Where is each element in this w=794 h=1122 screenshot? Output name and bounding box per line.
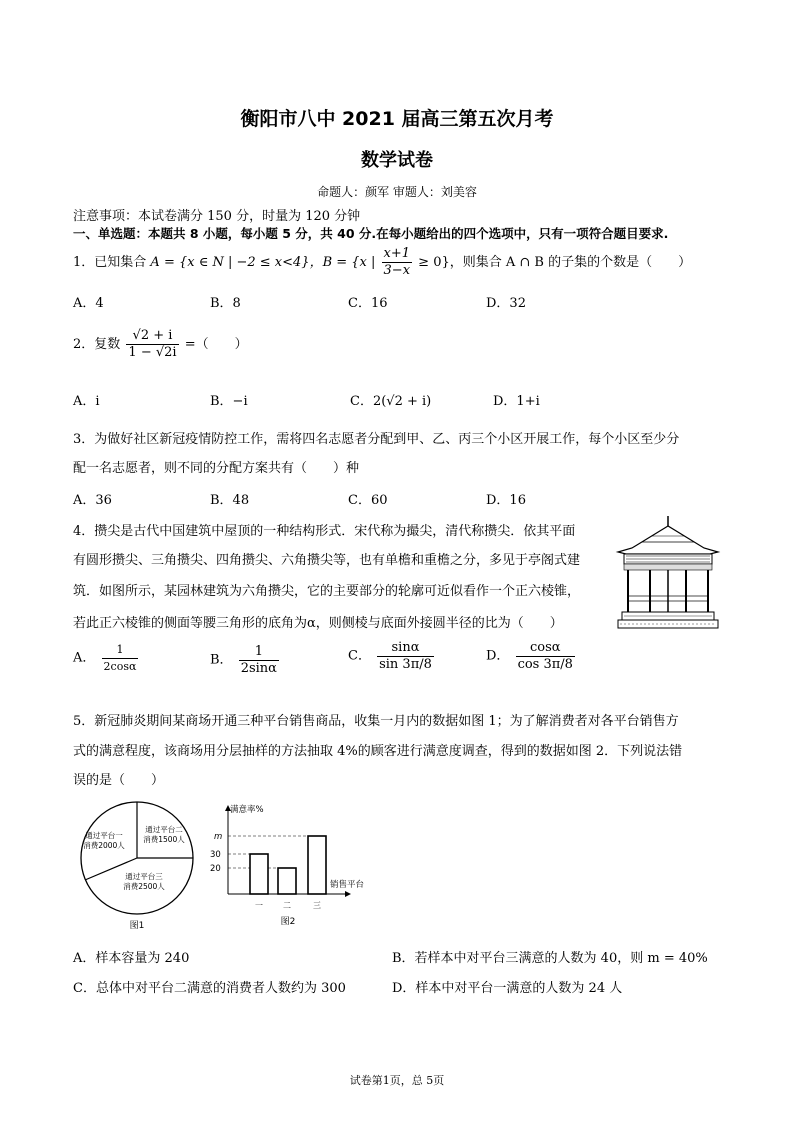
question-4-line-4: 若此正六棱锥的侧面等腰三角形的底角为α，则侧棱与底面外接圆半径的比为（ ）	[73, 616, 563, 631]
pie-chart-figure-1	[72, 800, 202, 935]
pie-label-platform-2-b: 消费1500人	[143, 835, 185, 844]
exam-title: 衡阳市八中 2021 届高三第五次月考	[240, 108, 554, 130]
question-2-stem: 2．复数 $\frac{√2 + i}{1 - √2i}$ =（ ）	[73, 328, 248, 360]
q1-option-a: A．4	[73, 296, 104, 311]
question-5-line-1: 5．新冠肺炎期间某商场开通三种平台销售商品，收集一月内的数据如图 1；为了解消费者对各平台销售方	[73, 714, 679, 729]
q3-option-a: A．36	[73, 493, 112, 508]
pie-label-platform-1-b: 消费2000人	[83, 841, 125, 850]
bar-caption: 图2	[280, 917, 296, 927]
pavilion-illustration	[612, 514, 724, 634]
category-label-1: 一	[255, 901, 263, 910]
question-4-line-3: 筑．如图所示，某园林建筑为六角攒尖，它的主要部分的轮廓可近似看作一个正六棱锥，	[73, 584, 581, 599]
q5-option-c: C．总体中对平台二满意的消费者人数约为 300	[73, 981, 346, 996]
q5-option-b: B．若样本中对平台三满意的人数为 40，则 m = 40%	[392, 951, 708, 966]
tick-label-30: 30	[210, 850, 221, 860]
q2-option-a: A．i	[73, 394, 100, 409]
q5-option-d: D．样本中对平台一满意的人数为 24 人	[392, 981, 623, 996]
pie-caption: 图1	[129, 921, 145, 931]
pie-label-platform-1-a: 通过平台一	[85, 831, 123, 840]
q4-option-b: B． $\frac{1}{2\sin\alpha}$	[210, 644, 277, 676]
category-label-3: 三	[313, 901, 321, 910]
tick-label-m: m	[214, 832, 223, 842]
bar-platform-1	[250, 854, 268, 894]
q1-option-c: C．16	[348, 296, 388, 311]
question-5-line-2: 式的满意程度，该商场用分层抽样的方法抽取 4%的顾客进行满意度调查，得到的数据如图 2．下列说法错	[73, 744, 683, 759]
pie-label-platform-3-b: 消费2500人	[123, 882, 165, 891]
question-4-line-1: 4．攒尖是古代中国建筑中屋顶的一种结构形式．宋代称为撮尖，清代称攒尖．依其平面	[73, 524, 576, 539]
question-3-line-1: 3．为做好社区新冠疫情防控工作，需将四名志愿者分配到甲、乙、丙三个小区开展工作，每个小区至少分	[73, 432, 680, 447]
x-axis-label: 销售平台	[330, 880, 365, 890]
q1-option-b: B．8	[210, 296, 241, 311]
bar-chart-figure-2	[204, 798, 384, 933]
q5-option-a: A．样本容量为 240	[73, 951, 190, 966]
q3-option-d: D．16	[486, 493, 526, 508]
question-3-line-2: 配一名志愿者，则不同的分配方案共有（ ）种	[73, 461, 360, 476]
category-label-2: 二	[283, 901, 291, 910]
q4-option-d: D． $\frac{\cos\alpha}{\cos 3\pi/8}$	[486, 640, 573, 672]
q1-option-d: D．32	[486, 296, 526, 311]
q4-option-c: C． $\frac{\sin\alpha}{\sin 3\pi/8}$	[348, 640, 432, 672]
q2-option-c: C．2(√2 + i)	[350, 394, 432, 409]
tick-label-20: 20	[210, 864, 221, 874]
q3-option-b: B．48	[210, 493, 250, 508]
question-1-stem: 1．已知集合 A = {x ∈ N | −2 ≤ x<4}，B = {x | $\frac{x+1}{3-x}$ ≥ 0}，则集合 A ∩ B 的子集的个数是（ ）	[73, 246, 692, 278]
question-4-line-2: 有圆形攒尖、三角攒尖、四角攒尖、六角攒尖等，也有单檐和重檐之分，多见于亭阁式建	[73, 553, 581, 568]
notice-line: 注意事项：本试卷满分 150 分，时量为 120 分钟	[73, 209, 361, 224]
y-axis-label: 满意率%	[230, 805, 264, 815]
section-heading: 一、单选题：本题共 8 小题，每小题 5 分，共 40 分.在每小题给出的四个选项中，只有一项符合题目要求.	[73, 226, 669, 241]
bar-platform-3	[308, 836, 326, 894]
pie-label-platform-3-a: 通过平台三	[125, 872, 163, 881]
authors-line: 命题人：颜军 审题人：刘美容	[317, 185, 477, 199]
bar-platform-2	[278, 868, 296, 894]
page-footer: 试卷第1页，总 5页	[349, 1074, 445, 1087]
pie-label-platform-2-a: 通过平台二	[145, 825, 183, 834]
exam-subtitle: 数学试卷	[361, 150, 433, 171]
q4-option-a: A． $\frac{1}{2\cos\alpha}$	[73, 643, 137, 673]
q2-option-d: D．1+i	[493, 394, 540, 409]
q3-option-c: C．60	[348, 493, 388, 508]
question-5-line-3: 误的是（ ）	[73, 773, 165, 788]
q2-option-b: B．−i	[210, 394, 248, 409]
